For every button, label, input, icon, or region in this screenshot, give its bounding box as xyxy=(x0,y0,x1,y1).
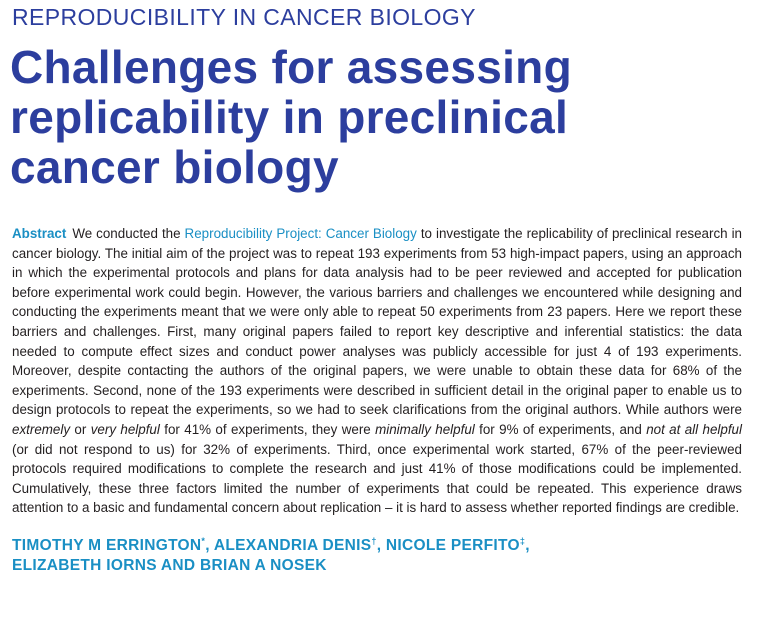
abstract-paragraph xyxy=(12,224,742,518)
affiliation-mark: ‡ xyxy=(519,535,526,546)
abstract-emphasis: very helpful xyxy=(90,421,160,437)
abstract-text: We conducted the xyxy=(72,226,185,241)
abstract-emphasis: extremely xyxy=(12,421,71,437)
section-label: REPRODUCIBILITY IN CANCER BIOLOGY xyxy=(12,4,476,30)
abstract-text: (or did not respond to us) for 32% of experiments. Third, once experimental work started, 67% of the peer-reviewed protocols required modifications to complete the research and just 41% of those modifications could be implemented. Cumulatively, these three factors limited the number of experiments that could be repeated. This experience draws attention to a basic and fundamental concern about replication – it is hard to assess whether reported findings are credible. xyxy=(12,441,742,516)
abstract-emphasis: minimally helpful xyxy=(375,421,475,437)
abstract-label: Abstract xyxy=(12,226,67,241)
abstract-text: or xyxy=(70,421,91,437)
author-line xyxy=(12,536,742,556)
author-separator: , xyxy=(525,536,530,554)
affiliation-mark: * xyxy=(201,535,206,546)
abstract-text: to investigate the replicability of preclinical research in cancer biology. The initial aim of the project was to repeat 193 experiments from 53 high-impact papers, using an approach in which the experimental protocols and plans for data analysis had to be peer reviewed and accepted for publication before experimental work could begin. However, the various barriers and challenges we encountered while designing and conducting the experiments meant that we were only able to repeat 50 experiments from 23 papers. Here we report these barriers and challenges. First, many original papers failed to report key descriptive and inferential statistics: the data needed to compute effect sizes and conduct power analyses was publicly accessible for just 4 of 193 experiments. Moreover, despite contacting the authors of the original papers, we were unable to obtain these data for 68% of the experiments. Second, none of the 193 experiments were described in sufficient detail in the original paper to enable us to design protocols to repeat the experiments, so we had to seek clarifications from the original authors. While authors were xyxy=(12,226,742,418)
author-name: , NICOLE PERFITO xyxy=(376,536,520,554)
title-line: cancer biology xyxy=(10,141,339,193)
abstract-text: for 41% of experiments, they were xyxy=(159,421,376,437)
author-name: , ALEXANDRIA DENIS xyxy=(205,536,372,554)
abstract-emphasis: not at all helpful xyxy=(646,421,742,437)
author-list xyxy=(12,536,742,576)
article-page xyxy=(12,0,742,576)
author-line: ELIZABETH IORNS AND BRIAN A NOSEK xyxy=(12,556,327,574)
author-name: TIMOTHY M ERRINGTON xyxy=(12,536,202,554)
project-link[interactable]: Reproducibility Project: Cancer Biology xyxy=(184,226,417,241)
article-title xyxy=(10,42,742,192)
abstract-text: for 9% of experiments, and xyxy=(474,421,647,437)
title-line: Challenges for assessing xyxy=(10,41,572,93)
title-line: replicability in preclinical xyxy=(10,91,569,143)
affiliation-mark: † xyxy=(371,535,377,546)
